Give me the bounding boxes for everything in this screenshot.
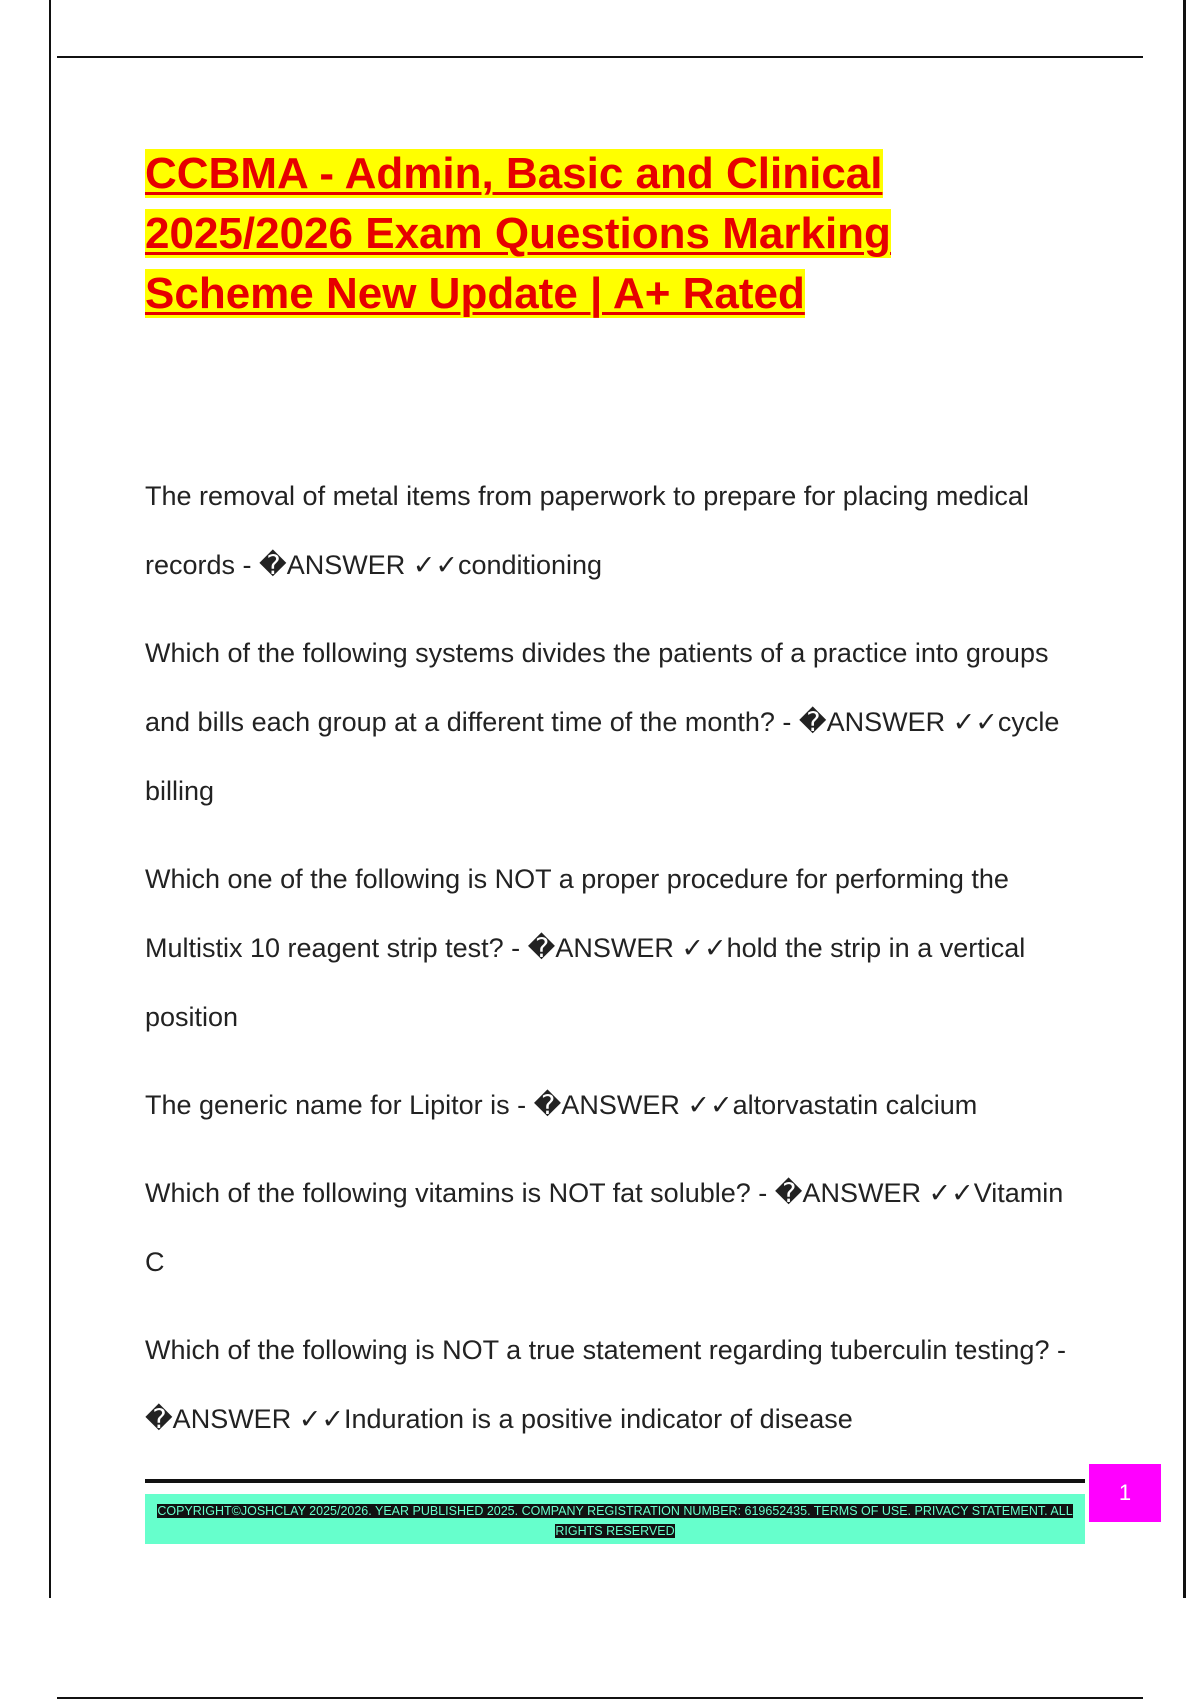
qa-item: The generic name for Lipitor is - �ANSWER ✓✓altorvastatin calcium bbox=[145, 1090, 978, 1120]
qa-item: Which one of the following is NOT a proper procedure for performing the Multistix 10 reagent strip test? - �ANSWER ✓✓hold the strip in a vertical position bbox=[145, 864, 1026, 1032]
page-border-left bbox=[49, 0, 51, 1598]
document-title-text: CCBMA - Admin, Basic and Clinical 2025/2026 Exam Questions Marking Scheme New Update | A+ Rated bbox=[145, 149, 891, 318]
document-title bbox=[145, 144, 1005, 324]
qa-item: Which of the following is NOT a true statement regarding tuberculin testing? - �ANSWER ✓✓Induration is a positive indicator of disease bbox=[145, 1335, 1066, 1434]
qa-list bbox=[145, 462, 1075, 1473]
footer-copyright-band bbox=[145, 1494, 1085, 1544]
page-number-badge: 1 bbox=[1089, 1464, 1161, 1522]
qa-item: Which of the following systems divides the patients of a practice into groups and bills each group at a different time of the month? - �ANSWER ✓✓cycle billing bbox=[145, 638, 1060, 806]
qa-item: The removal of metal items from paperwork to prepare for placing medical records - �ANSWER ✓✓conditioning bbox=[145, 481, 1029, 580]
next-page-rule bbox=[57, 1697, 1143, 1699]
qa-item: Which of the following vitamins is NOT fat soluble? - �ANSWER ✓✓Vitamin C bbox=[145, 1178, 1064, 1277]
footer-copyright bbox=[145, 1501, 1085, 1541]
header-rule bbox=[57, 56, 1143, 58]
footer-rule bbox=[145, 1479, 1085, 1483]
page-border-right bbox=[1183, 0, 1186, 1598]
footer-copyright-text: COPYRIGHT©JOSHCLAY 2025/2026. YEAR PUBLISHED 2025. COMPANY REGISTRATION NUMBER: 619652435. TERMS OF USE. PRIVACY STATEMENT. ALL RIGHTS RESERVED bbox=[157, 1504, 1073, 1538]
